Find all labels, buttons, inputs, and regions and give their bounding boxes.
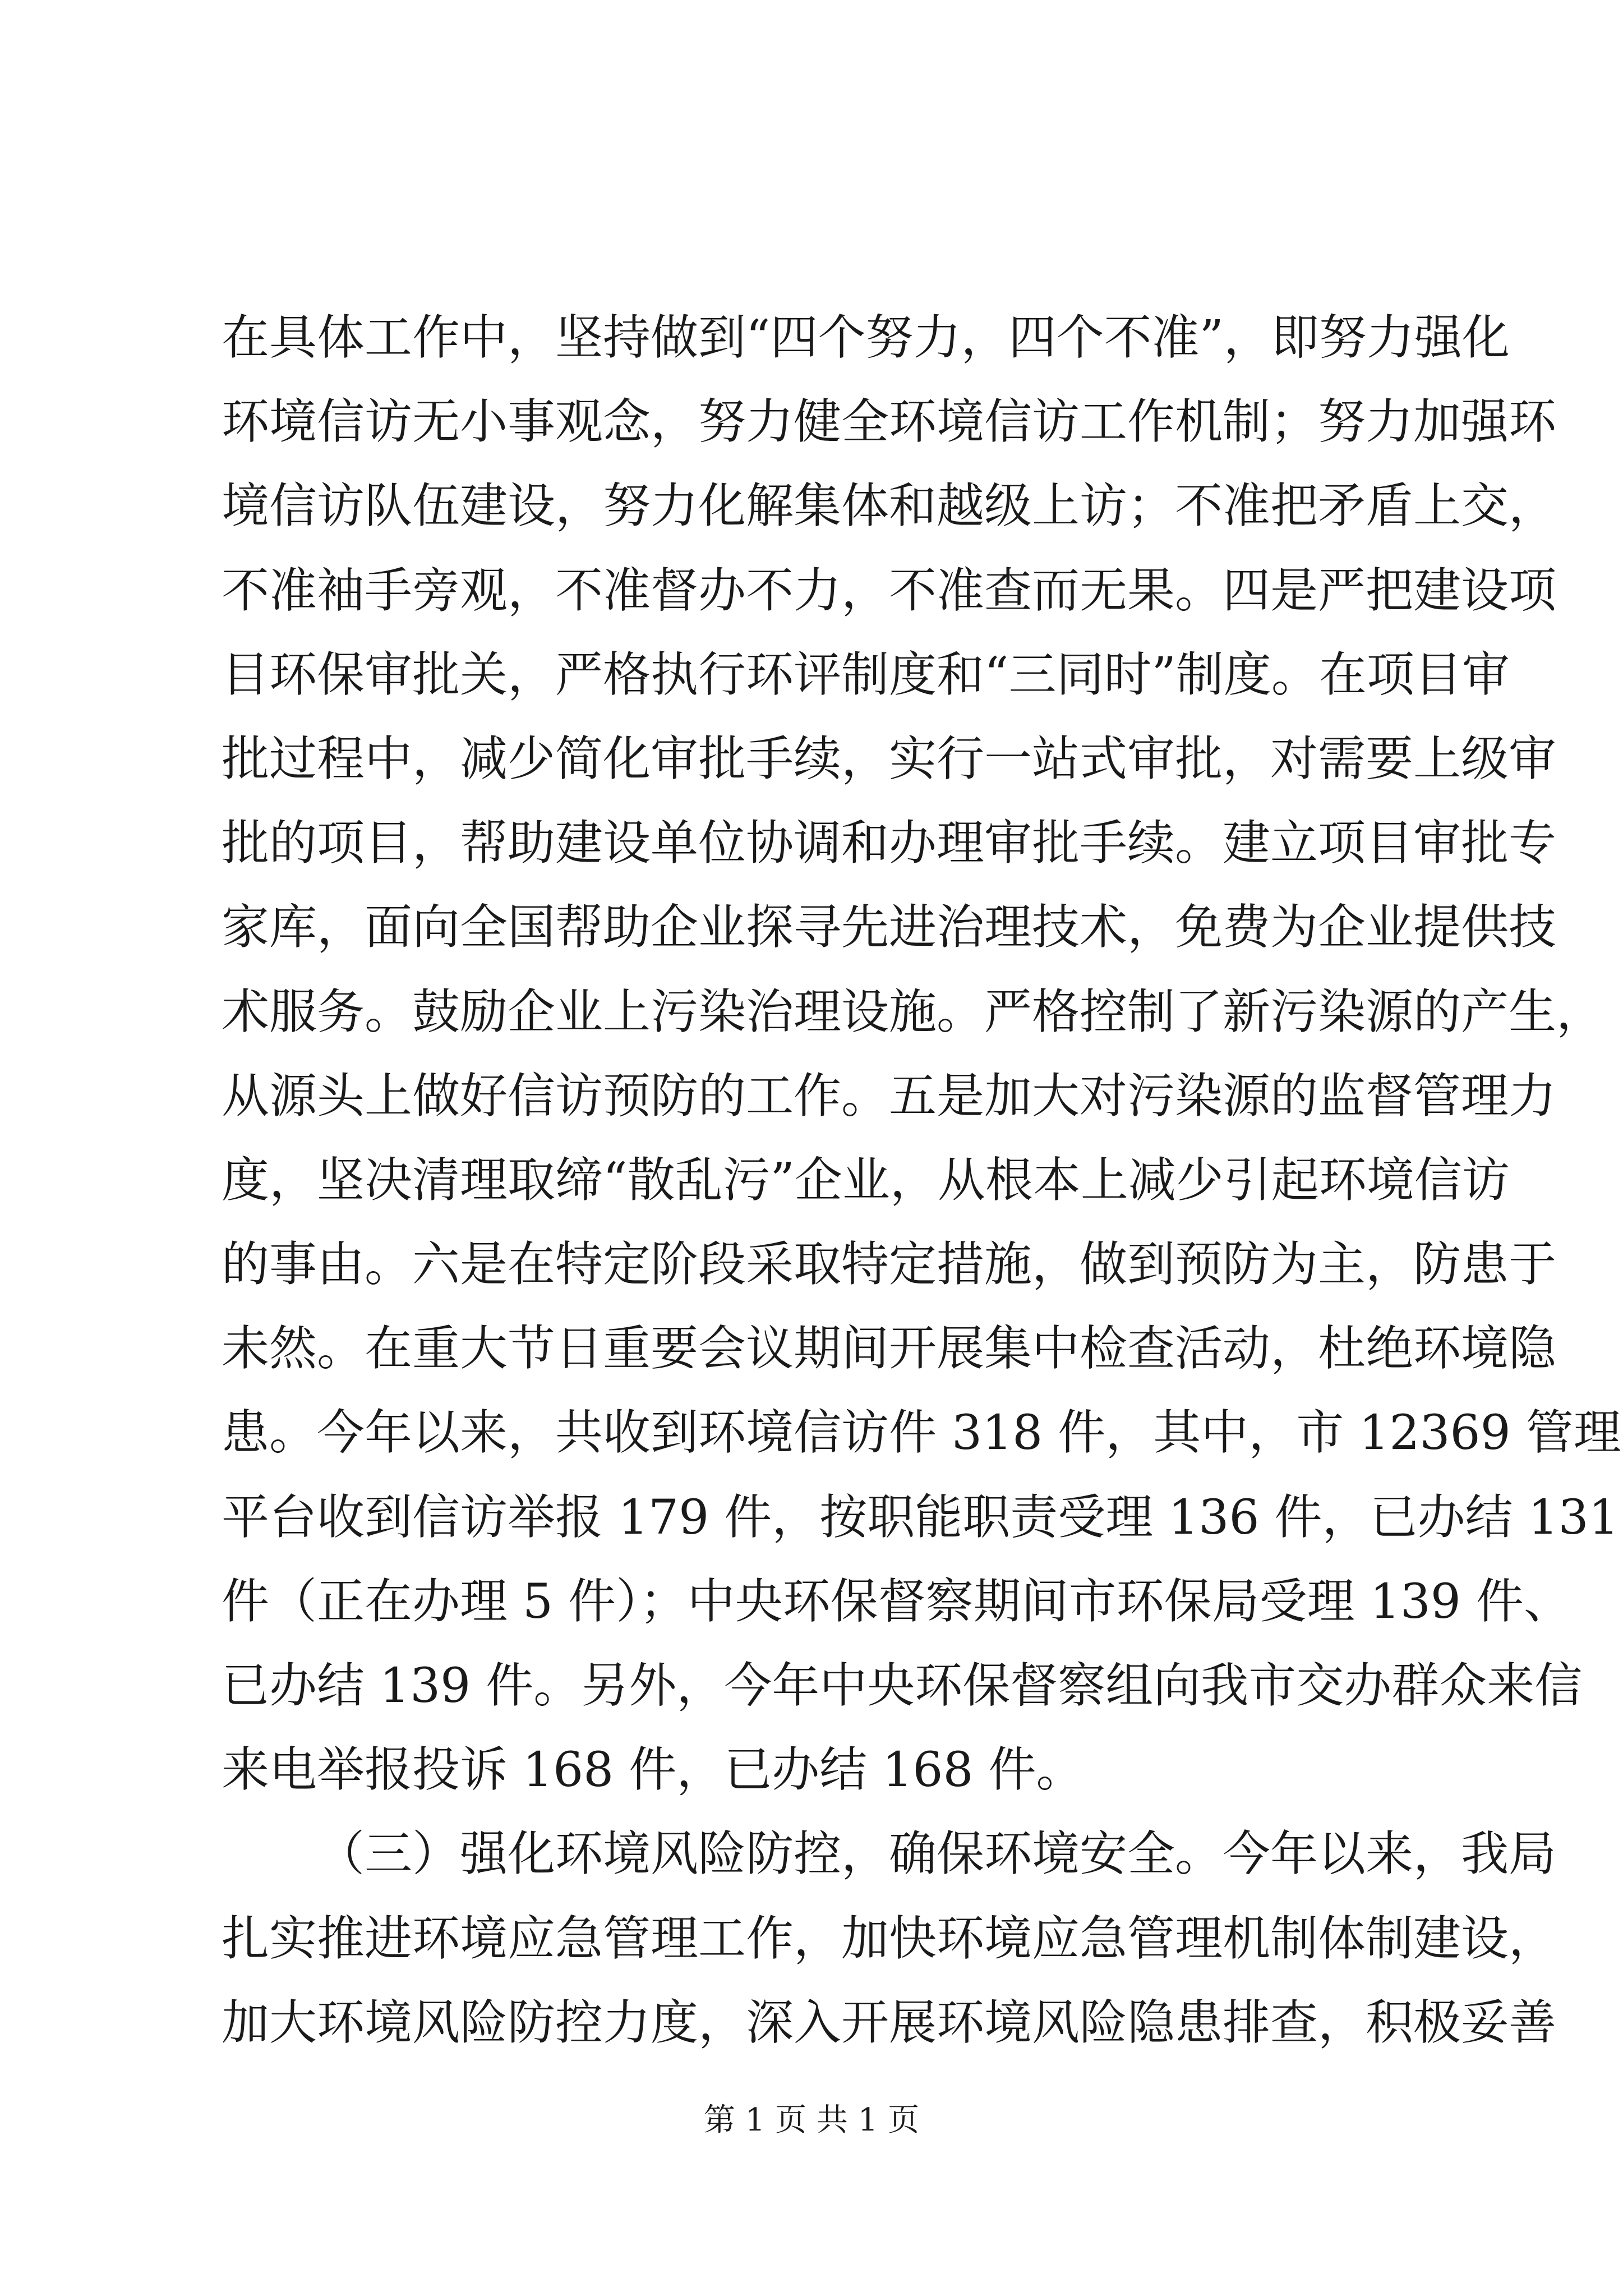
- paragraph-2-line-2: 扎实推进环境应急管理工作，加快环境应急管理机制体制建设，: [222, 1911, 1557, 1967]
- paragraph-1-line-18: 来电举报投诉 168 件，已办结 168 件。: [222, 1742, 1084, 1798]
- page-footer: [0, 2101, 1623, 2140]
- paragraph-1-line-12: 的事由。六是在特定阶段采取特定措施，做到预防为主，防患于: [222, 1237, 1557, 1293]
- paragraph-1-line-15: 平台收到信访举报 179 件，按职能职责受理 136 件，已办结 131: [222, 1489, 1619, 1545]
- paragraph-2-line-1: （三）强化环境风险防控，确保环境安全。今年以来，我局: [317, 1826, 1557, 1883]
- paragraph-1-line-11: 度，坚决清理取缔“散乱污”企业，从根本上减少引起环境信访: [222, 1152, 1510, 1208]
- paragraph-1-line-16: 件（正在办理 5 件）；中央环保督察期间市环保局受理 139 件、: [222, 1573, 1571, 1630]
- paragraph-1-line-17: 已办结 139 件。另外，今年中央环保督察组向我市交办群众来信: [222, 1658, 1583, 1714]
- paragraph-1-line-10: 从源头上做好信访预防的工作。五是加大对污染源的监督管理力: [222, 1068, 1557, 1124]
- paragraph-1-line-7: 批的项目，帮助建设单位协调和办理审批手续。建立项目审批专: [222, 816, 1557, 872]
- paragraph-1-line-2: 环境信访无小事观念，努力健全环境信访工作机制；努力加强环: [222, 394, 1557, 450]
- paragraph-1-line-8: 家库，面向全国帮助企业探寻先进治理技术，免费为企业提供技: [222, 900, 1557, 956]
- paragraph-2-line-3: 加大环境风险防控力度，深入开展环境风险隐患排查，积极妥善: [222, 1995, 1557, 2051]
- paragraph-1-line-1: 在具体工作中，坚持做到“四个努力，四个不准”，即努力强化: [222, 310, 1510, 366]
- paragraph-1-line-13: 未然。在重大节日重要会议期间开展集中检查活动，杜绝环境隐: [222, 1321, 1557, 1377]
- paragraph-1-line-3: 境信访队伍建设，努力化解集体和越级上访；不准把矛盾上交，: [222, 478, 1557, 535]
- paragraph-1-line-9: 术服务。鼓励企业上污染治理设施。严格控制了新污染源的产生，: [222, 984, 1604, 1040]
- paragraph-1-line-6: 批过程中，减少简化审批手续，实行一站式审批，对需要上级审: [222, 731, 1557, 787]
- page-number-label: 第 1 页 共 1 页: [703, 2102, 920, 2138]
- paragraph-1-line-5: 目环保审批关，严格执行环评制度和“三同时”制度。在项目审: [222, 647, 1510, 703]
- document-body: [222, 296, 1621, 2065]
- paragraph-1-line-4: 不准袖手旁观，不准督办不力，不准查而无果。四是严把建设项: [222, 563, 1557, 619]
- paragraph-1-line-14: 患。今年以来，共收到环境信访件 318 件，其中，市 12369 管理: [222, 1405, 1621, 1461]
